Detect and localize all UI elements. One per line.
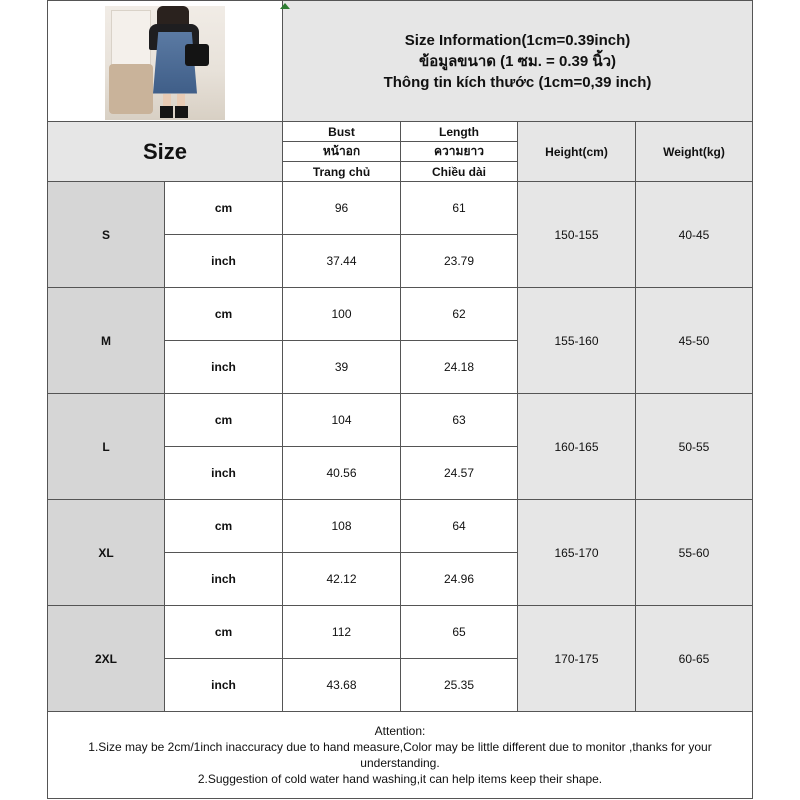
bust-cm: 108 <box>283 500 401 553</box>
height-header: Height(cm) <box>518 122 636 182</box>
weight-range: 50-55 <box>636 394 753 500</box>
height-range: 160-165 <box>518 394 636 500</box>
weight-range: 40-45 <box>636 182 753 288</box>
bust-inch: 37.44 <box>283 235 401 288</box>
length-cm: 61 <box>401 182 518 235</box>
length-cm: 64 <box>401 500 518 553</box>
height-range: 165-170 <box>518 500 636 606</box>
length-header-vi: Chiều dài <box>401 162 518 182</box>
weight-range: 55-60 <box>636 500 753 606</box>
size-info-th: ข้อมูลขนาด (1 ซม. = 0.39 นิ้ว) <box>418 52 617 70</box>
size-name: L <box>48 394 165 500</box>
size-name: M <box>48 288 165 394</box>
length-header-en: Length <box>401 122 518 142</box>
attention-line-1: 1.Size may be 2cm/1inch inaccuracy due to hand measure,Color may be little different due to monitor ,thanks for your understanding. <box>88 740 712 770</box>
bust-header-vi: Trang chủ <box>283 162 401 182</box>
unit-inch: inch <box>165 235 283 288</box>
weight-header: Weight(kg) <box>636 122 753 182</box>
length-inch: 24.18 <box>401 341 518 394</box>
unit-cm: cm <box>165 288 283 341</box>
height-range: 170-175 <box>518 606 636 712</box>
bust-inch: 40.56 <box>283 447 401 500</box>
length-inch: 24.96 <box>401 553 518 606</box>
length-inch: 24.57 <box>401 447 518 500</box>
height-range: 155-160 <box>518 288 636 394</box>
size-table <box>47 0 753 799</box>
unit-inch: inch <box>165 447 283 500</box>
attention-note <box>48 712 753 799</box>
bust-inch: 39 <box>283 341 401 394</box>
bust-inch: 43.68 <box>283 659 401 712</box>
bust-cm: 104 <box>283 394 401 447</box>
size-info-vi: Thông tin kích thước (1cm=0,39 inch) <box>383 73 652 91</box>
unit-cm: cm <box>165 182 283 235</box>
attention-line-2: 2.Suggestion of cold water hand washing,it can help items keep their shape. <box>197 772 603 786</box>
length-inch: 25.35 <box>401 659 518 712</box>
unit-inch: inch <box>165 659 283 712</box>
length-cm: 62 <box>401 288 518 341</box>
bust-cm: 96 <box>283 182 401 235</box>
bust-inch: 42.12 <box>283 553 401 606</box>
size-info-header <box>283 1 753 122</box>
height-range: 150-155 <box>518 182 636 288</box>
length-cm: 63 <box>401 394 518 447</box>
unit-cm: cm <box>165 500 283 553</box>
length-cm: 65 <box>401 606 518 659</box>
attention-title: Attention: <box>374 724 426 738</box>
size-chart <box>47 0 752 800</box>
size-name: S <box>48 182 165 288</box>
weight-range: 60-65 <box>636 606 753 712</box>
corner-marker-icon <box>280 3 290 9</box>
length-header-th: ความยาว <box>401 142 518 162</box>
unit-cm: cm <box>165 394 283 447</box>
size-header: Size <box>48 122 283 182</box>
unit-cm: cm <box>165 606 283 659</box>
bust-cm: 112 <box>283 606 401 659</box>
weight-range: 45-50 <box>636 288 753 394</box>
bust-header-en: Bust <box>283 122 401 142</box>
length-inch: 23.79 <box>401 235 518 288</box>
unit-inch: inch <box>165 341 283 394</box>
bust-header-th: หน้าอก <box>283 142 401 162</box>
size-name: 2XL <box>48 606 165 712</box>
bust-cm: 100 <box>283 288 401 341</box>
size-info-en: Size Information(1cm=0.39inch) <box>404 31 631 49</box>
unit-inch: inch <box>165 553 283 606</box>
model-photo <box>105 6 225 120</box>
product-photo-cell <box>48 1 283 122</box>
size-name: XL <box>48 500 165 606</box>
